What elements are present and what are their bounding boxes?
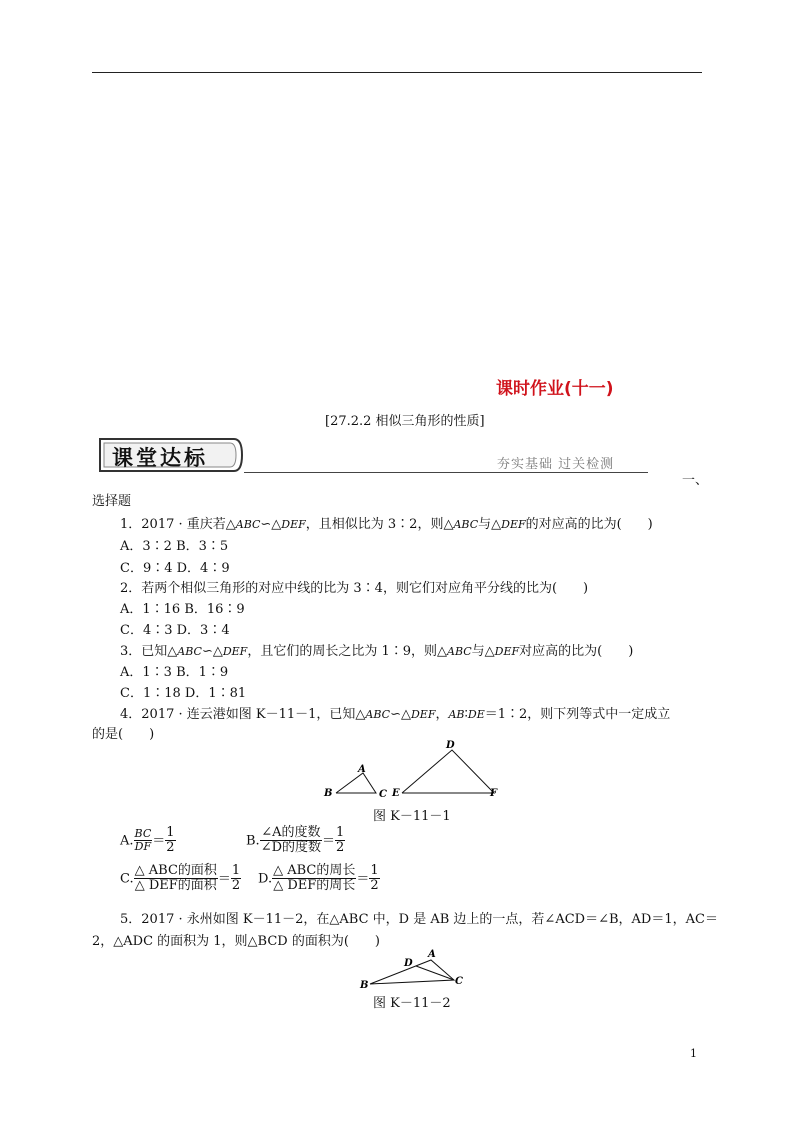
question-3-options-cd: C．1∶18 D．1∶81 <box>120 686 247 701</box>
question-3-options-ab: A．1∶3 B．1∶9 <box>120 665 229 680</box>
figure-k-11-1 <box>318 738 508 803</box>
question-4: 4．2017 · 连云港如图 K－11－1，已知△ABC∽△DEF，AB∶DE＝1∶2，则下列等式中一定成立 <box>120 707 671 722</box>
page-number: 1 <box>690 1047 697 1060</box>
option-a: A. $\frac{BC}{DF}$ ＝ $\frac{1}{2}$ <box>120 825 175 856</box>
vertex-label-d: D <box>404 958 413 969</box>
question-1-options-cd: C．9∶4 D．4∶9 <box>120 561 230 576</box>
question-2-options-cd: C．4∶3 D．3∶4 <box>120 623 230 638</box>
question-2: 2．若两个相似三角形的对应中线的比为 3∶4，则它们对应角平分线的比为( ) <box>120 581 589 596</box>
question-5: 5．2017 · 永州如图 K－11－2，在△ABC 中，D 是 AB 边上的一点，若∠ACD＝∠B，AD＝1，AC＝ <box>120 912 718 927</box>
section-mark: 一、 <box>682 473 709 488</box>
figure-k-11-2 <box>358 948 468 990</box>
page-subtitle: [27.2.2 相似三角形的性质] <box>325 414 485 429</box>
vertex-label-e: E <box>392 788 400 799</box>
triangle-abc <box>336 773 376 793</box>
figure-caption-1: 图 K－11－1 <box>373 809 451 824</box>
vertex-label-d: D <box>446 740 455 751</box>
question-2-options-ab: A．1∶16 B．16∶9 <box>120 602 245 617</box>
section-title: 选择题 <box>92 494 132 509</box>
vertex-label-c: C <box>379 789 387 800</box>
banner-right-text: 夯实基础 过关检测 <box>497 457 615 472</box>
banner-label: 课堂达标 <box>112 446 208 470</box>
option-c: C. $\frac{\text{△ ABC的面积}}{\text{△ DEF的面积}}$ ＝ $\frac{1}{2}$ <box>120 863 241 894</box>
question-5-line2: 2，△ADC 的面积为 1，则△BCD 的面积为( ) <box>92 934 380 949</box>
vertex-label-f: F <box>490 788 498 799</box>
vertex-label-b: B <box>324 788 333 799</box>
triangle-def <box>402 750 494 793</box>
vertex-label-a: A <box>358 764 366 775</box>
option-b: B. $\frac{\text{∠A的度数}}{\text{∠D的度数}}$ ＝ $\frac{1}{2}$ <box>246 825 345 856</box>
option-d: D. $\frac{\text{△ ABC的周长}}{\text{△ DEF的周长}}$ ＝ $\frac{1}{2}$ <box>258 863 379 894</box>
question-4-line2: 的是( ) <box>92 727 155 742</box>
question-3: 3．已知△ABC∽△DEF，且它们的周长之比为 1∶9，则△ABC与△DEF对应高的比为( ) <box>120 644 634 659</box>
question-1-options-ab: A．3∶2 B．3∶5 <box>120 539 229 554</box>
vertex-label-b: B <box>360 980 369 990</box>
segment-cd <box>416 966 454 980</box>
question-1: 1．2017 · 重庆若△ABC∽△DEF，且相似比为 3∶2，则△ABC与△DEF的对应高的比为( ) <box>120 517 653 532</box>
header-rule <box>92 72 702 73</box>
vertex-label-a: A <box>428 949 436 960</box>
figure-caption-2: 图 K－11－2 <box>373 996 451 1011</box>
banner-underline <box>244 472 648 473</box>
vertex-label-c: C <box>455 976 463 987</box>
page-title: 课时作业(十一) <box>496 379 614 399</box>
